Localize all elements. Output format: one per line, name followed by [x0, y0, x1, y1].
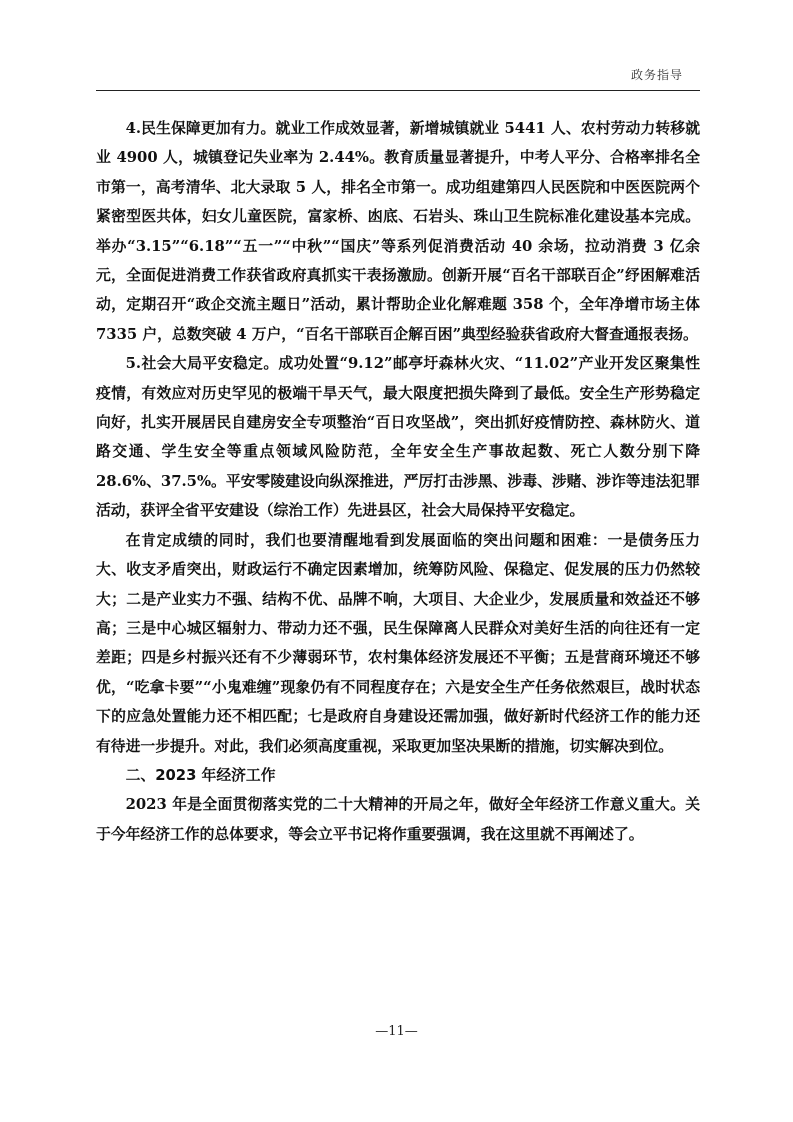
paragraph-social-stability	[96, 349, 700, 525]
paragraph-lead: 5.社会大局平安稳定。	[125, 355, 279, 373]
paragraph-section-intro	[96, 790, 700, 849]
header-divider	[96, 90, 700, 91]
document-body	[96, 114, 700, 849]
paragraph-livelihood	[96, 114, 700, 349]
paragraph-text: 就业工作成效显著，新增城镇就业 5441 人、农村劳动力转移就业 4900 人，城镇登记失业率为 2.44%。教育质量显著提升，中考人平分、合格率排名全市第一，高考清华、北大录取 5 人，排名全市第一。成功组建第四人民医院和中医医院两个紧密型医共体，妇女儿童医院，富家桥、凼底、石岩头、珠山卫生院标准化建设基本完成。举办“3.15”“6.18”“五一”“中秋”“国庆”等系列促消费活动 40 余场，拉动消费 3 亿余元，全面促进消费工作获省政府真抓实干表扬激励。创新开展“百名干部联百企”纾困解难活动，定期召开“政企交流主题日”活动，累计帮助企业化解难题 358 个，全年净增市场主体 7335 户，总数突破 4 万户，“百名干部联百企解百困”典型经验获省政府大督查通报表扬。	[96, 120, 700, 343]
paragraph-text: 在肯定成绩的同时，我们也要清醒地看到发展面临的突出问题和困难：一是债务压力大、收支矛盾突出，财政运行不确定因素增加，统筹防风险、保稳定、促发展的压力仍然较大；二是产业实力不强、结构不优、品牌不响，大项目、大企业少，发展质量和效益还不够高；三是中心城区辐射力、带动力还不强，民生保障离人民群众对美好生活的向往还有一定差距；四是乡村振兴还有不少薄弱环节，农村集体经济发展还不平衡；五是营商环境还不够优，“吃拿卡要”“小鬼难缠”现象仍有不同程度存在；六是安全生产任务依然艰巨，战时状态下的应急处置能力还不相匹配；七是政府自身建设还需加强，做好新时代经济工作的能力还有待进一步提升。对此，我们必须高度重视，采取更加坚决果断的措施，切实解决到位。	[96, 531, 700, 755]
paragraph-lead: 4.民生保障更加有力。	[125, 120, 276, 137]
section-heading: 二、2023 年经济工作	[125, 766, 276, 784]
paragraph-text: 2023 年是全面贯彻落实党的二十大精神的开局之年，做好全年经济工作意义重大。关于今年经济工作的总体要求，等会立平书记将作重要强调，我在这里就不再阐述了。	[96, 796, 700, 843]
running-header: 政务指导	[630, 68, 683, 82]
paragraph-problems	[96, 526, 700, 761]
paragraph-text: 成功处置“9.12”邮亭圩森林火灾、“11.02”产业开发区聚集性疫情，有效应对历史罕见的极端干旱天气，最大限度把损失降到了最低。安全生产形势稳定向好，扎实开展居民自建房安全专项整治“百日攻坚战”，突出抓好疫情防控、森林防火、道路交通、学生安全等重点领域风险防范，全年安全生产事故起数、死亡人数分别下降 28.6%、37.5%。平安零陵建设向纵深推进，严厉打击涉黑、涉毒、涉赌、涉诈等违法犯罪活动，获评全省平安建设（综治工作）先进县区，社会大局保持平安稳定。	[96, 355, 700, 520]
page-number: —11—	[375, 1024, 418, 1039]
